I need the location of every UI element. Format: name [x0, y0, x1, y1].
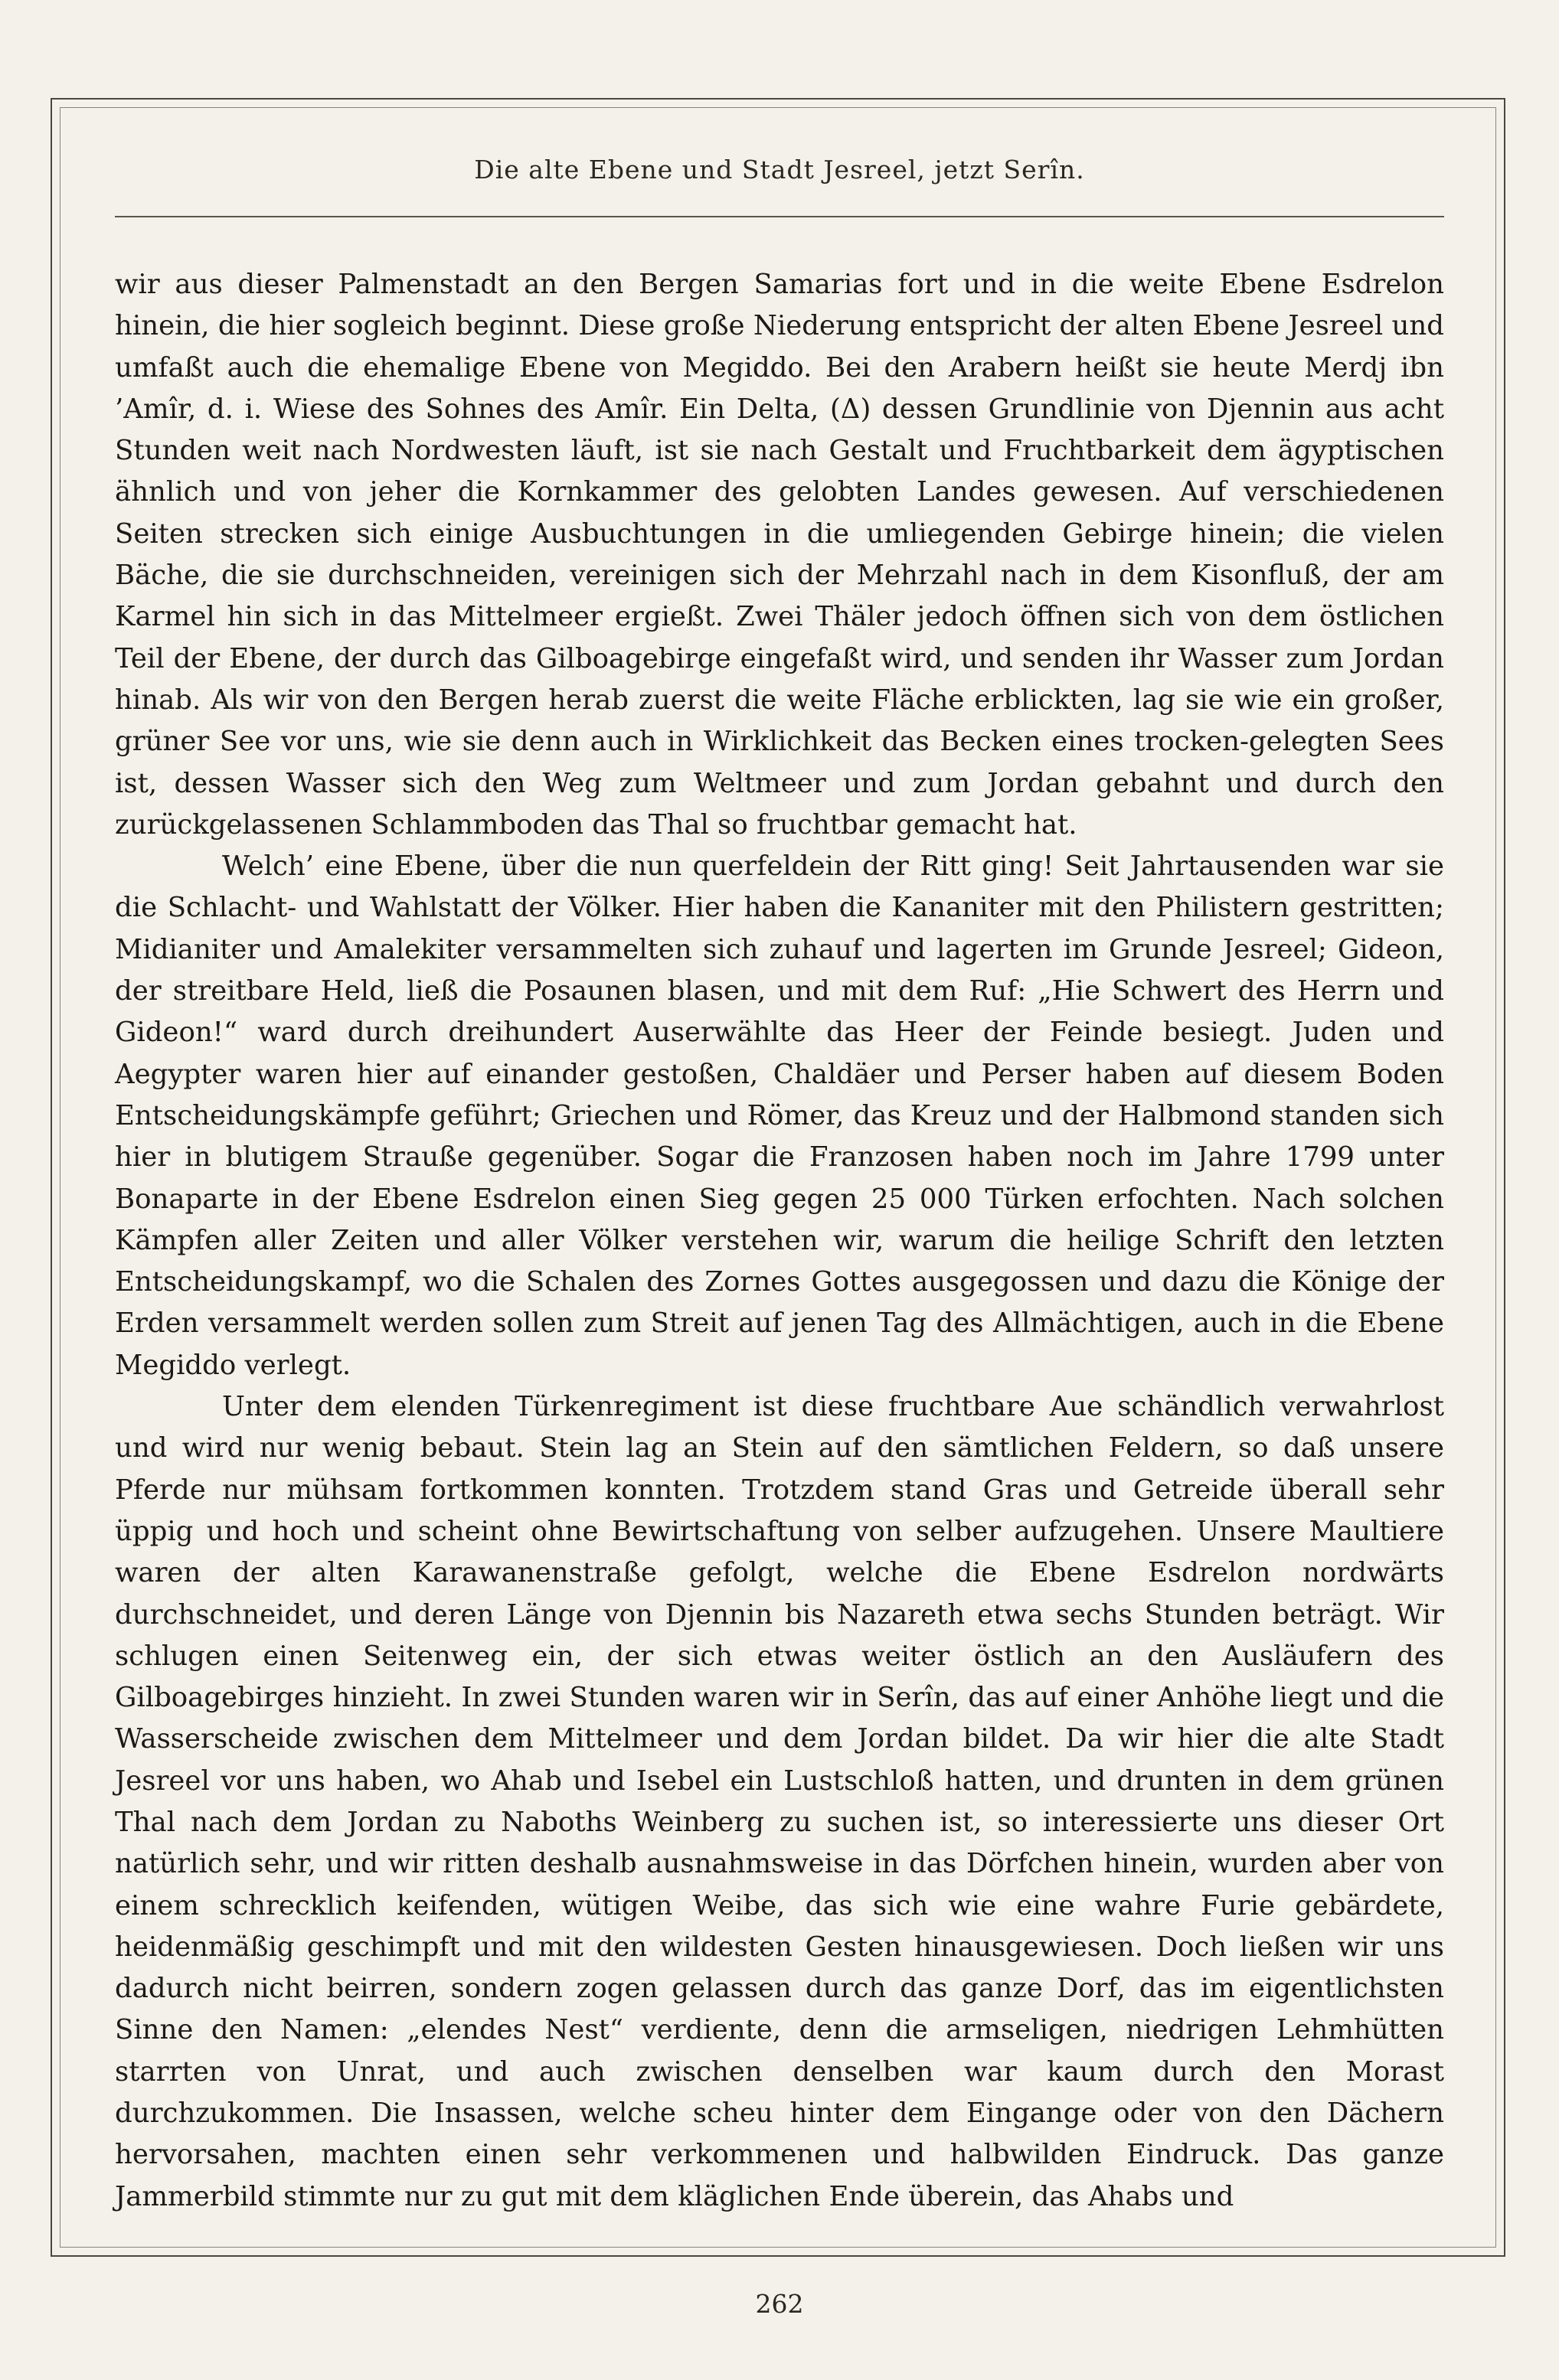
- page-number: 262: [755, 2289, 804, 2319]
- header-rule: [115, 216, 1444, 217]
- paragraph-1: wir aus dieser Palmenstadt an den Bergen Samarias fort und in die weite Ebene Esdrelon hinein, die hier sogleich beginnt. Diese große Niederung entspricht der alten Ebene Jesreel und umfaßt auch die ehemalige Ebene von Megiddo. Bei den Arabern heißt sie heute Merdj ibn ’Amîr, d. i. Wiese des Sohnes des Amîr. Ein Delta, (Δ) dessen Grundlinie von Djennin aus acht Stunden weit nach Nordwesten läuft, ist sie nach Gestalt und Fruchtbarkeit dem ägyptischen ähnlich und von jeher die Kornkammer des gelobten Landes gewesen. Auf verschiedenen Seiten strecken sich einige Ausbuchtungen in die umliegenden Gebirge hinein; die vielen Bäche, die sie durchschneiden, vereinigen sich der Mehrzahl nach in dem Kisonfluß, der am Karmel hin sich in das Mittelmeer ergießt. Zwei Thäler jedoch öffnen sich von dem östlichen Teil der Ebene, der durch das Gilboagebirge eingefaßt wird, und senden ihr Wasser zum Jordan hinab. Als wir von den Bergen herab zuerst die weite Fläche erblickten, lag sie wie ein großer, grüner See vor uns, wie sie denn auch in Wirklichkeit das Becken eines trocken-gelegten Sees ist, dessen Wasser sich den Weg zum Weltmeer und zum Jordan gebahnt und durch den zurückgelassenen Schlammboden das Thal so fruchtbar gemacht hat.: [115, 269, 1444, 841]
- paragraph-3: Unter dem elenden Türkenregiment ist diese fruchtbare Aue schändlich verwahrlost und wird nur wenig bebaut. Stein lag an Stein auf den sämtlichen Feldern, so daß unsere Pferde nur mühsam fortkommen konnten. Trotzdem stand Gras und Getreide überall sehr üppig und hoch und scheint ohne Bewirtschaftung von selber aufzugehen. Unsere Maultiere waren der alten Karawanenstraße gefolgt, welche die Ebene Esdrelon nordwärts durchschneidet, und deren Länge von Djennin bis Nazareth etwa sechs Stunden beträgt. Wir schlugen einen Seitenweg ein, der sich etwas weiter östlich an den Ausläufern des Gilboagebirges hinzieht. In zwei Stunden waren wir in Serîn, das auf einer Anhöhe liegt und die Wasserscheide zwischen dem Mittelmeer und dem Jordan bildet. Da wir hier die alte Stadt Jesreel vor uns haben, wo Ahab und Isebel ein Lustschloß hatten, und drunten in dem grünen Thal nach dem Jordan zu Naboths Weinberg zu suchen ist, so interessierte uns dieser Ort natürlich sehr, und wir ritten deshalb ausnahmsweise in das Dörfchen hinein, wurden aber von einem schrecklich keifenden, wütigen Weibe, das sich wie eine wahre Furie gebärdete, heidenmäßig geschimpft und mit den wildesten Gesten hinausgewiesen. Doch ließen wir uns dadurch nicht beirren, sondern zogen gelassen durch das ganze Dorf, das im eigentlichsten Sinne den Namen: „elendes Nest“ verdiente, denn die armseligen, niedrigen Lehmhütten starrten von Unrat, und auch zwischen denselben war kaum durch den Morast durchzukommen. Die Insassen, welche scheu hinter dem Eingange oder von den Dächern hervorsahen, machten einen sehr verkommenen und halbwilden Eindruck. Das ganze Jammerbild stimmte nur zu gut mit dem kläglichen Ende überein, das Ahabs und: [115, 1391, 1444, 2212]
- paragraph-2: Welch’ eine Ebene, über die nun querfeldein der Ritt ging! Seit Jahrtausenden war sie die Schlacht- und Wahlstatt der Völker. Hier haben die Kananiter mit den Philistern gestritten; Midianiter und Amalekiter versammelten sich zuhauf und lagerten im Grunde Jesreel; Gideon, der streitbare Held, ließ die Posaunen blasen, und mit dem Ruf: „Hie Schwert des Herrn und Gideon!“ ward durch dreihundert Auserwählte das Heer der Feinde besiegt. Juden und Aegypter waren hier auf einander gestoßen, Chaldäer und Perser haben auf diesem Boden Entscheidungskämpfe geführt; Griechen und Römer, das Kreuz und der Halbmond standen sich hier in blutigem Strauße gegenüber. Sogar die Franzosen haben noch im Jahre 1799 unter Bonaparte in der Ebene Esdrelon einen Sieg gegen 25 000 Türken erfochten. Nach solchen Kämpfen aller Zeiten und aller Völker verstehen wir, warum die heilige Schrift den letzten Entscheidungskampf, wo die Schalen des Zornes Gottes ausgegossen und dazu die Könige der Erden versammelt werden sollen zum Streit auf jenen Tag des Allmächtigen, auch in die Ebene Megiddo verlegt.: [115, 850, 1444, 1381]
- running-title: Die alte Ebene und Stadt Jesreel, jetzt Serîn.: [474, 155, 1085, 184]
- body-text: [115, 264, 1444, 2218]
